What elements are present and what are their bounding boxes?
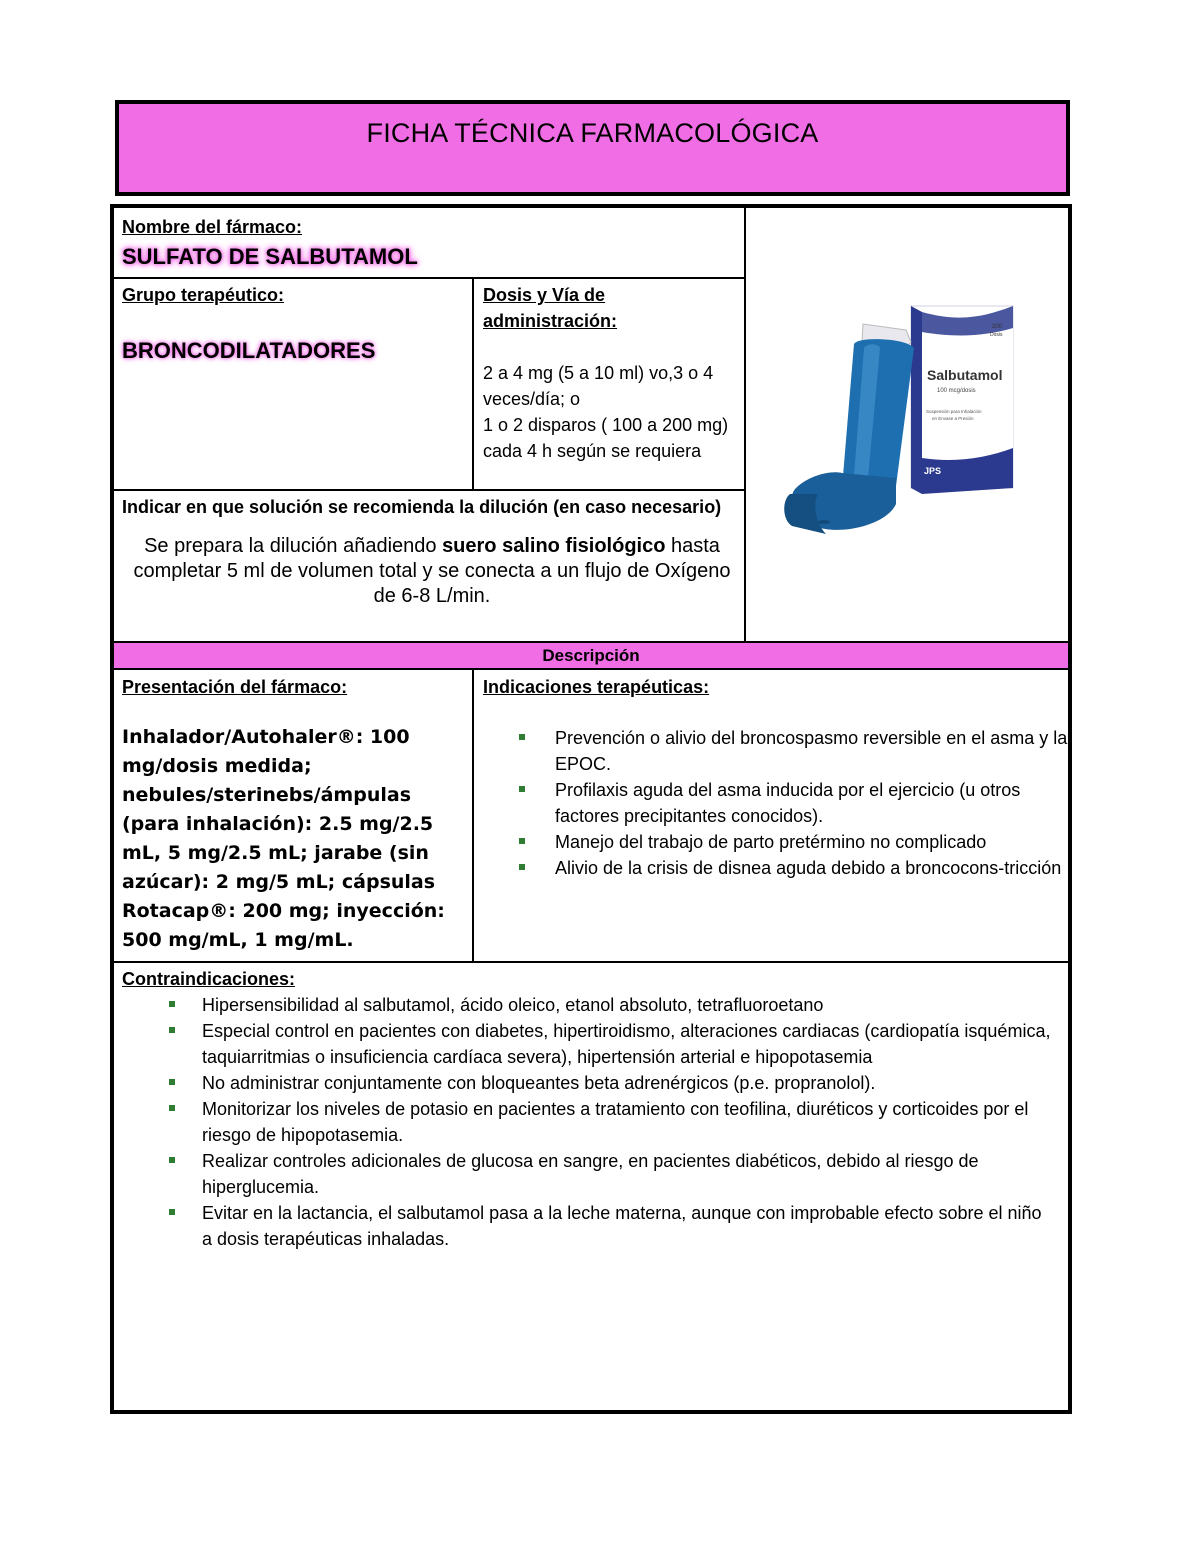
dilution-text-after: hasta completar 5 ml de volumen total y se conecta a un flujo de Oxígeno de 6-8 L/min. <box>133 535 731 607</box>
presentation-cell <box>122 674 462 955</box>
dose-row-divider <box>114 489 746 491</box>
presentation-text: Inhalador/Autohaler®: 100 mg/dosis medida; nebules/sterinebs/ámpulas (para inhalación): 2.5 mg/2.5 mL, 5 mg/2.5 mL; jarabe (sin azúcar): 2 mg/5 mL; cápsulas Rotacap®: 200 mg; inyección: 500 mg/mL, 1 mg/mL. <box>122 726 445 951</box>
bullet-icon <box>519 864 525 870</box>
contraindications-cell <box>122 966 1066 1252</box>
name-row-divider <box>114 277 746 279</box>
presentation-indications-divider <box>472 669 474 962</box>
indications-list <box>483 725 1068 881</box>
dose-text-2: 1 o 2 disparos ( 100 a 200 mg) cada 4 h según se requiera <box>483 415 729 461</box>
list-item: Manejo del trabajo de parto pretérmino no complicado <box>483 829 1068 855</box>
list-item: Profilaxis aguda del asma inducida por el ejercicio (u otros factores precipitantes conocidos). <box>483 777 1068 829</box>
description-band <box>114 643 1068 668</box>
dilution-text <box>122 534 742 609</box>
bullet-icon <box>169 1001 175 1007</box>
list-item: No administrar conjuntamente con bloqueantes beta adrenérgicos (p.e. propranolol). <box>122 1070 1066 1096</box>
therapeutic-group-cell <box>122 282 470 364</box>
bullet-icon <box>169 1157 175 1163</box>
description-bottom-divider <box>114 668 1068 670</box>
presentation-label: Presentación del fármaco: <box>122 677 348 697</box>
bullet-icon <box>519 838 525 844</box>
list-item: Prevención o alivio del broncospasmo reversible en el asma y la EPOC. <box>483 725 1068 777</box>
page-title: FICHA TÉCNICA FARMACOLÓGICA <box>366 118 819 148</box>
medicine-box <box>911 306 1013 494</box>
description-title: Descripción <box>542 646 640 665</box>
dilution-label: Indicar en que solución se recomienda la dilución (en caso necesario) <box>122 497 722 517</box>
drug-sheet-table <box>110 204 1072 1414</box>
title-banner <box>115 100 1070 196</box>
list-item: Alivio de la crisis de disnea aguda debido a broncocons-tricción <box>483 855 1068 881</box>
dose-text-1: 2 a 4 mg (5 a 10 ml) vo,3 o 4 veces/día; o <box>483 363 714 409</box>
drug-name: SULFATO DE SALBUTAMOL <box>122 244 418 269</box>
therapeutic-group-label: Grupo terapéutico: <box>122 285 285 305</box>
box-maker: JPS <box>924 466 942 476</box>
bullet-icon <box>169 1079 175 1085</box>
dose-route-cell <box>483 282 741 464</box>
indications-label: Indicaciones terapéuticas: <box>483 677 710 697</box>
contraindications-top-divider <box>114 961 1068 963</box>
bullet-icon <box>169 1027 175 1033</box>
dilution-cell <box>122 494 742 609</box>
drug-name-label: Nombre del fármaco: <box>122 217 303 237</box>
box-count-unit: Dosis <box>990 332 1003 338</box>
dilution-text-before: Se prepara la dilución añadiendo <box>144 535 443 557</box>
bullet-icon <box>169 1105 175 1111</box>
box-count: 200 <box>992 324 1003 330</box>
drug-image-cell <box>746 208 1070 641</box>
list-item: Hipersensibilidad al salbutamol, ácido oleico, etanol absoluto, tetrafluoroetano <box>122 992 1066 1018</box>
contraindications-label: Contraindicaciones: <box>122 969 296 989</box>
dose-route-label: Dosis y Vía de administración: <box>483 285 618 331</box>
salbutamol-inhaler-image <box>746 208 1070 641</box>
dilution-text-bold: suero salino fisiológico <box>442 535 666 557</box>
box-subtitle-2: en Envase a Presión <box>932 416 974 421</box>
list-item: Evitar en la lactancia, el salbutamol pasa a la leche materna, aunque con improbable efecto sobre el niño a dosis terapéuticas inhaladas. <box>122 1200 1066 1252</box>
box-brand: Salbutamol <box>927 367 1003 383</box>
drug-name-cell <box>122 214 742 270</box>
list-item: Monitorizar los niveles de potasio en pacientes a tratamiento con teofilina, diuréticos y corticoides por el riesgo de hipopotasemia. <box>122 1096 1066 1148</box>
list-item: Realizar controles adicionales de glucosa en sangre, en pacientes diabéticos, debido al riesgo de hiperglucemia. <box>122 1148 1066 1200</box>
inhaler <box>784 324 914 534</box>
box-strength: 100 mcg/dosis <box>937 388 976 394</box>
group-dose-divider <box>472 278 474 490</box>
bullet-icon <box>519 734 525 740</box>
therapeutic-group-value: BRONCODILATADORES <box>122 338 376 363</box>
list-item: Especial control en pacientes con diabetes, hipertiroidismo, alteraciones cardiacas (cardiopatía isquémica, taquiarritmias o insuficiencia cardíaca severa), hipertensión arterial e hipopotasemia <box>122 1018 1066 1070</box>
indications-cell <box>483 674 1068 881</box>
bullet-icon <box>169 1209 175 1215</box>
contraindications-list <box>122 992 1066 1252</box>
bullet-icon <box>519 786 525 792</box>
box-subtitle-1: Suspensión para Inhalación <box>926 409 982 414</box>
